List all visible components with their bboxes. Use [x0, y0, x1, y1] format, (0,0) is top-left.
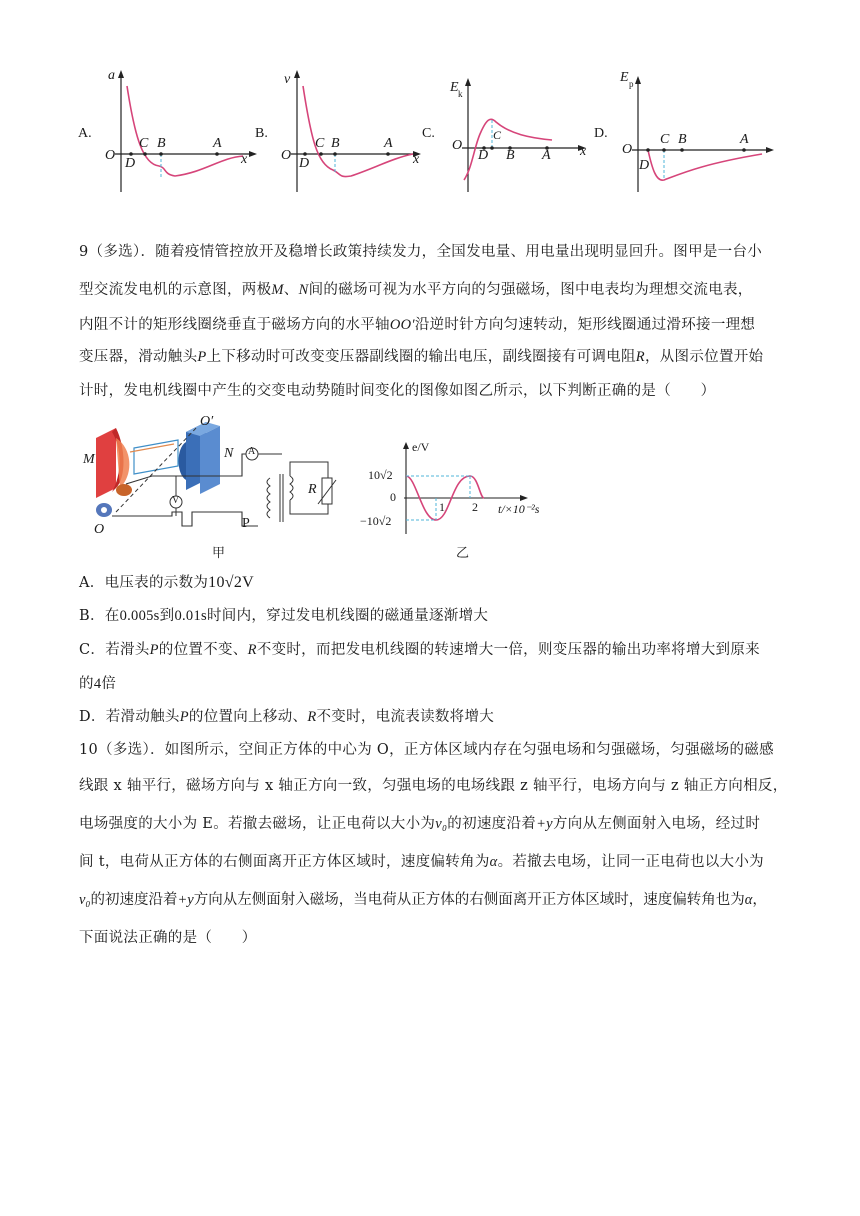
point-b: B — [331, 136, 340, 151]
sine-svg — [360, 438, 570, 538]
text: 、 — [283, 282, 299, 298]
q10-line-4 — [79, 850, 764, 871]
text: 变压器，滑动触头 — [79, 349, 198, 365]
graph-a-svg — [75, 68, 260, 198]
text: 不变时，电流表读数将增大 — [316, 709, 495, 725]
var-y: +y — [536, 816, 553, 832]
text: 间 t，电荷从正方体的右侧面离开正方体区域时，速度偏转角为 — [79, 854, 490, 870]
graph-d-svg — [592, 68, 782, 198]
q10-line-2: 线跟 x 轴平行，磁场方向与 x 轴正方向一致，匀强电场的电场线跟 z 轴平行，电场方向与 z 轴正方向相反， — [79, 778, 788, 794]
point-b: B — [506, 148, 515, 163]
y-axis-label: E — [620, 70, 629, 85]
x-axis-label: x — [580, 144, 587, 159]
q9-line-1: 9（多选）．随着疫情管控放开及稳增长政策持续发力，全国发电量、用电量出现明显回升。图甲是一台小 — [79, 244, 763, 260]
sine-y-bottom: −10√2 — [360, 514, 392, 528]
voltmeter-label: V — [172, 495, 180, 506]
text: D．若滑动触头 — [79, 709, 180, 725]
value: 10√2V — [208, 574, 255, 591]
q10-line-3 — [79, 812, 760, 833]
emf-sine-chart — [360, 438, 570, 538]
point-c: C — [493, 128, 502, 142]
var-r: R — [247, 642, 257, 658]
point-a: A — [542, 148, 551, 163]
label-m: M — [83, 452, 95, 467]
y-axis-sub: k — [458, 89, 463, 99]
q9-line-4 — [79, 345, 763, 366]
label-r: R — [308, 482, 317, 497]
y-axis-label: v — [284, 72, 291, 87]
var-r: R — [635, 349, 645, 365]
label-o: O — [94, 522, 105, 537]
generator-diagram — [82, 414, 342, 558]
y-axis-label: a — [108, 68, 115, 83]
origin-label: O — [105, 148, 116, 163]
q9-option-b — [79, 604, 488, 625]
text: 不变时，而把发电机线圈的转速增大一倍，则变压器的输出功率将增大到原来 — [256, 642, 760, 658]
text: ， — [752, 892, 767, 908]
var-v0: v₀ — [79, 892, 91, 908]
q9-option-d — [79, 705, 494, 726]
q9-option-c-cont — [79, 672, 116, 693]
point-b: B — [678, 132, 687, 147]
text: 的 — [79, 676, 94, 692]
q10-line-6: 下面说法正确的是（ ） — [79, 930, 257, 946]
origin-label: O — [452, 138, 463, 153]
caption-jia: 甲 — [212, 546, 226, 561]
label-p: P — [242, 516, 250, 531]
graph-c — [420, 68, 600, 198]
value: 0.01s — [174, 608, 207, 624]
text: 的初速度沿着 — [90, 892, 178, 908]
graph-a — [75, 68, 260, 198]
text: 的位置向上移动、 — [188, 709, 308, 725]
point-a: A — [384, 136, 393, 151]
origin-label: O — [281, 148, 292, 163]
q9-option-a — [79, 571, 254, 592]
q9-line-2 — [79, 278, 753, 299]
text: 内阻不计的矩形线圈绕垂直于磁场方向的水平轴 — [79, 317, 390, 333]
var-p: P — [149, 642, 159, 658]
point-d: D — [125, 156, 136, 171]
graph-label: A. — [78, 126, 92, 141]
y-axis-label: E — [450, 80, 459, 95]
q9-option-c — [79, 638, 760, 659]
var-n: N — [298, 282, 309, 298]
var-r: R — [307, 709, 317, 725]
value: 0.005s — [119, 608, 160, 624]
point-d: D — [639, 158, 650, 173]
sine-y-label: e/V — [412, 440, 430, 454]
sine-x-tick-2: 2 — [472, 500, 478, 514]
point-a: A — [740, 132, 749, 147]
text: C．若滑头 — [79, 642, 150, 658]
origin-label: O — [622, 142, 633, 157]
text: 到 — [159, 608, 175, 624]
label-n: N — [224, 446, 234, 461]
x-axis-label: x — [413, 152, 420, 167]
var-m: M — [271, 282, 284, 298]
ammeter-label: A — [248, 446, 256, 457]
graph-b — [255, 68, 440, 198]
value: 4 — [93, 676, 102, 692]
text: ，从图示位置开始 — [644, 349, 764, 365]
text: 型交流发电机的示意图，两极 — [79, 282, 272, 298]
text: B．在 — [79, 608, 120, 624]
var-p: P — [179, 709, 189, 725]
var-alpha: α — [489, 854, 498, 870]
graph-label: C. — [422, 126, 435, 141]
text: 倍 — [101, 676, 117, 692]
text: 方向从左侧面射入电场，经过时 — [552, 816, 761, 832]
text: 电场强度的大小为 E。若撤去磁场，让正电荷以大小为 — [79, 816, 436, 832]
graph-d — [592, 68, 782, 198]
point-a: A — [213, 136, 222, 151]
sine-y-top: 10√2 — [368, 468, 393, 482]
sine-x-tick-1: 1 — [439, 500, 445, 514]
sine-y-zero: 0 — [390, 490, 396, 504]
graph-label: B. — [255, 126, 268, 141]
text: 间的磁场可视为水平方向的匀强磁场，图中电表均为理想交流电表， — [308, 282, 753, 298]
q10-line-5 — [79, 888, 767, 909]
point-c: C — [315, 136, 325, 151]
axis-oo: OO′ — [389, 317, 415, 333]
sine-x-label: t/×10⁻²s — [498, 502, 540, 516]
text: 。若撤去电场，让同一正电荷也以大小为 — [497, 854, 764, 870]
var-alpha: α — [744, 892, 753, 908]
label-o-prime: O′ — [200, 414, 214, 429]
text: 时间内，穿过发电机线圈的磁通量逐渐增大 — [206, 608, 489, 624]
point-d: D — [299, 156, 310, 171]
var-v0: v₀ — [435, 816, 448, 832]
q9-line-3 — [79, 313, 755, 334]
point-c: C — [139, 136, 149, 151]
point-c: C — [660, 132, 670, 147]
graph-c-svg — [420, 68, 600, 198]
q10-line-1: 10（多选）．如图所示，空间正方体的中心为 O，正方体区域内存在匀强电场和匀强磁场，匀强磁场的磁感 — [79, 742, 774, 758]
text: 沿逆时针方向匀速转动，矩形线圈通过滑环接一理想 — [414, 317, 756, 333]
var-p: P — [197, 349, 207, 365]
text: 方向从左侧面射入磁场，当电荷从正方体的右侧面离开正方体区域时，速度偏转角也为 — [193, 892, 745, 908]
text: 的初速度沿着 — [447, 816, 537, 832]
generator-svg — [82, 418, 342, 558]
text: 上下移动时可改变变压器副线圈的输出电压，副线圈接有可调电阻 — [206, 349, 636, 365]
point-b: B — [157, 136, 166, 151]
text: A．电压表的示数为 — [79, 575, 209, 591]
text: 的位置不变、 — [158, 642, 248, 658]
point-d: D — [478, 148, 489, 163]
x-axis-label: x — [241, 152, 248, 167]
graph-b-svg — [255, 68, 440, 198]
graph-label: D. — [594, 126, 608, 141]
y-axis-sub: p — [629, 79, 634, 89]
caption-yi: 乙 — [456, 546, 470, 561]
q9-line-5: 计时，发电机线圈中产生的交变电动势随时间变化的图像如图乙所示，以下判断正确的是（ ） — [79, 383, 716, 399]
var-y: +y — [177, 892, 194, 908]
